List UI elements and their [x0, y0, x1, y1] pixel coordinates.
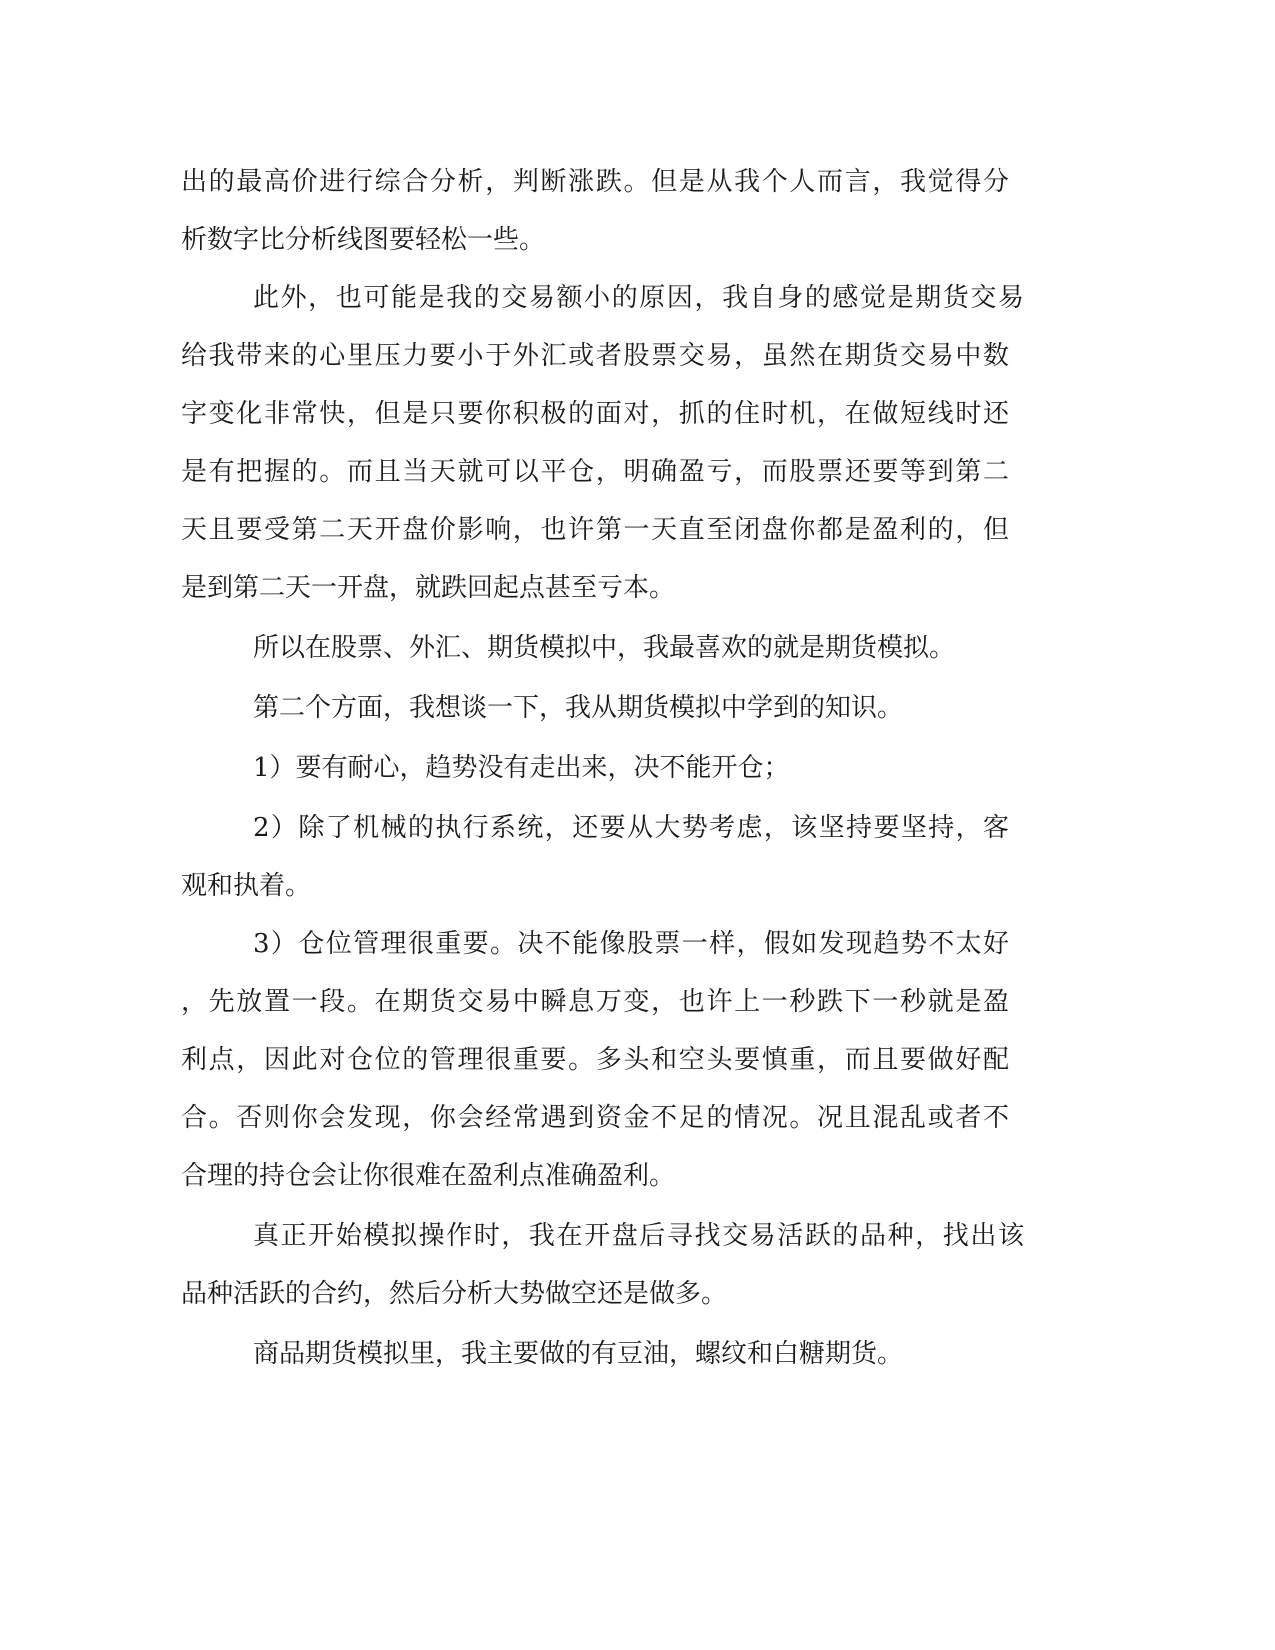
body-line: 1）要有耐心，趋势没有走出来，决不能开仓；	[253, 753, 790, 783]
body-line: 出的最高价进行综合分析，判断涨跌。但是从我个人而言，我觉得分	[181, 167, 1009, 197]
body-line: 3）仓位管理很重要。决不能像股票一样，假如发现趋势不太好	[253, 929, 1009, 959]
body-line: 析数字比分析线图要轻松一些。	[181, 225, 546, 255]
body-line: 第二个方面，我想谈一下，我从期货模拟中学到的知识。	[253, 693, 904, 723]
body-line: ，先放置一段。在期货交易中瞬息万变，也许上一秒跌下一秒就是盈	[181, 987, 1009, 1017]
body-line: 字变化非常快，但是只要你积极的面对，抓的住时机，在做短线时还	[181, 399, 1009, 429]
body-line: 2）除了机械的执行系统，还要从大势考虑，该坚持要坚持，客	[253, 813, 1009, 843]
body-line: 天且要受第二天开盘价影响，也许第一天直至闭盘你都是盈利的，但	[181, 515, 1009, 545]
body-line: 给我带来的心里压力要小于外汇或者股票交易，虽然在期货交易中数	[181, 341, 1009, 371]
body-line: 是有把握的。而且当天就可以平仓，明确盈亏，而股票还要等到第二	[181, 457, 1009, 487]
body-line: 利点，因此对仓位的管理很重要。多头和空头要慎重，而且要做好配	[181, 1045, 1009, 1075]
body-line: 品种活跃的合约，然后分析大势做空还是做多。	[181, 1279, 728, 1309]
body-line: 商品期货模拟里，我主要做的有豆油，螺纹和白糖期货。	[253, 1339, 904, 1369]
body-line: 所以在股票、外汇、期货模拟中，我最喜欢的就是期货模拟。	[253, 633, 956, 663]
body-line: 真正开始模拟操作时，我在开盘后寻找交易活跃的品种，找出该	[253, 1221, 1024, 1251]
body-line: 是到第二天一开盘，就跌回起点甚至亏本。	[181, 573, 676, 603]
body-line: 此外，也可能是我的交易额小的原因，我自身的感觉是期货交易	[253, 283, 1024, 313]
body-line: 合。否则你会发现，你会经常遇到资金不足的情况。况且混乱或者不	[181, 1103, 1009, 1133]
body-line: 合理的持仓会让你很难在盈利点准确盈利。	[181, 1161, 676, 1191]
body-line: 观和执着。	[181, 871, 312, 901]
